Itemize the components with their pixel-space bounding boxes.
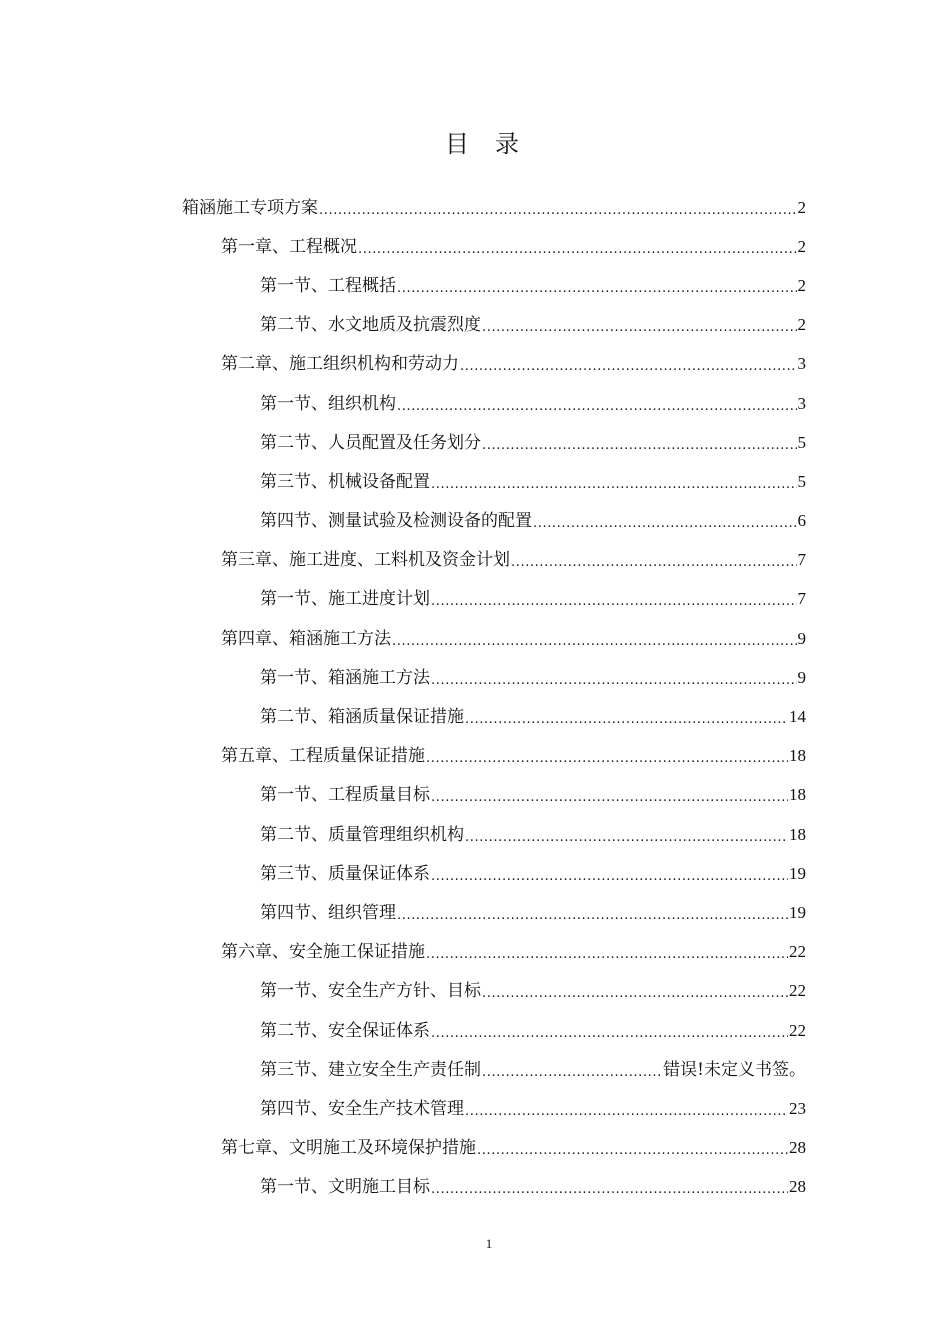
toc-entry[interactable] (260, 1011, 806, 1050)
toc-dot-leader (431, 784, 788, 806)
toc-title: 目录 (445, 130, 545, 158)
toc-entry-page: 7 (797, 550, 806, 570)
toc-dot-leader (358, 236, 797, 258)
toc-dot-leader (431, 1176, 788, 1198)
toc-entry-text: 第一节、安全生产方针、目标 (260, 981, 481, 1002)
toc-entry-text: 第二节、人员配置及任务划分 (260, 432, 481, 453)
toc-entry[interactable] (260, 972, 806, 1011)
toc-entry-page: 9 (797, 628, 806, 648)
toc-entry-page: 2 (797, 197, 806, 217)
toc-entry-page: 22 (789, 1020, 806, 1040)
toc-dot-leader (431, 863, 788, 885)
toc-entry-text: 第三节、质量保证体系 (260, 863, 430, 884)
toc-entry[interactable] (260, 776, 806, 815)
toc-entry[interactable] (221, 541, 806, 580)
toc-entry-text: 第六章、安全施工保证措施 (221, 942, 425, 963)
toc-entry[interactable] (260, 697, 806, 736)
toc-entry-page: 22 (789, 981, 806, 1001)
toc-entry-text: 第一节、组织机构 (260, 393, 396, 414)
toc-entry-page: 23 (789, 1098, 806, 1118)
toc-entry-page: 3 (797, 393, 806, 413)
toc-dot-leader (482, 1059, 662, 1081)
toc-entry-page: 6 (797, 511, 806, 531)
toc-entry-text: 第一节、施工进度计划 (260, 589, 430, 610)
toc-entry[interactable] (221, 227, 806, 266)
toc-entry[interactable] (221, 933, 806, 972)
toc-entry-text: 第二节、箱涵质量保证措施 (260, 707, 464, 728)
toc-entry[interactable] (260, 266, 806, 305)
toc-entry-page: 错误!未定义书签。 (663, 1059, 806, 1080)
page-number: 1 (485, 1236, 493, 1251)
toc-entry-page: 2 (797, 236, 806, 256)
toc-list (0, 188, 950, 1207)
toc-entry[interactable] (182, 188, 806, 227)
toc-entry-text: 第一节、工程质量目标 (260, 785, 430, 806)
toc-dot-leader (482, 314, 797, 336)
toc-dot-leader (533, 510, 797, 532)
toc-dot-leader (465, 824, 788, 846)
toc-entry[interactable] (221, 1129, 806, 1168)
toc-entry[interactable] (260, 462, 806, 501)
toc-dot-leader (397, 275, 797, 297)
toc-dot-leader (397, 902, 788, 924)
toc-entry[interactable] (221, 737, 806, 776)
toc-entry-text: 第一节、箱涵施工方法 (260, 667, 430, 688)
toc-dot-leader (319, 197, 797, 219)
toc-entry-page: 19 (789, 902, 806, 922)
toc-entry-text: 第三章、施工进度、工料机及资金计划 (221, 550, 510, 571)
toc-dot-leader (397, 393, 797, 415)
toc-entry[interactable] (260, 1089, 806, 1128)
toc-entry-text: 第四节、组织管理 (260, 902, 396, 923)
toc-entry[interactable] (260, 1168, 806, 1207)
toc-entry[interactable] (260, 815, 806, 854)
toc-entry-text: 第一节、文明施工目标 (260, 1177, 430, 1198)
toc-entry-text: 第五章、工程质量保证措施 (221, 746, 425, 767)
toc-dot-leader (392, 628, 797, 650)
toc-entry[interactable] (260, 658, 806, 697)
toc-entry[interactable] (260, 502, 806, 541)
toc-entry[interactable] (260, 893, 806, 932)
toc-entry-text: 第二节、质量管理组织机构 (260, 824, 464, 845)
toc-entry-text: 箱涵施工专项方案 (182, 197, 318, 218)
toc-dot-leader (482, 432, 797, 454)
toc-entry-text: 第三节、机械设备配置 (260, 471, 430, 492)
toc-entry-page: 18 (789, 785, 806, 805)
toc-dot-leader (431, 1020, 788, 1042)
toc-entry[interactable] (260, 580, 806, 619)
toc-entry-text: 第七章、文明施工及环境保护措施 (221, 1138, 476, 1159)
toc-entry-text: 第三节、建立安全生产责任制 (260, 1059, 481, 1080)
toc-entry-text: 第一章、工程概况 (221, 236, 357, 257)
toc-dot-leader (426, 745, 788, 767)
toc-entry-page: 18 (789, 746, 806, 766)
toc-entry-text: 第一节、工程概括 (260, 275, 396, 296)
toc-dot-leader (460, 353, 797, 375)
toc-entry[interactable] (260, 423, 806, 462)
toc-dot-leader (431, 667, 797, 689)
toc-entry-text: 第四节、测量试验及检测设备的配置 (260, 511, 532, 532)
toc-entry[interactable] (260, 1050, 806, 1089)
toc-entry-page: 9 (797, 667, 806, 687)
toc-dot-leader (482, 980, 788, 1002)
toc-entry-page: 5 (797, 432, 806, 452)
toc-entry-text: 第二节、安全保证体系 (260, 1020, 430, 1041)
toc-entry-page: 2 (797, 275, 806, 295)
toc-dot-leader (477, 1137, 788, 1159)
toc-dot-leader (431, 588, 797, 610)
toc-entry-page: 2 (797, 315, 806, 335)
toc-dot-leader (465, 1098, 788, 1120)
toc-entry[interactable] (221, 619, 806, 658)
toc-entry-page: 3 (797, 354, 806, 374)
toc-dot-leader (431, 471, 797, 493)
toc-entry-page: 18 (789, 824, 806, 844)
toc-dot-leader (511, 549, 797, 571)
toc-dot-leader (465, 706, 788, 728)
toc-entry[interactable] (221, 345, 806, 384)
toc-entry-page: 19 (789, 863, 806, 883)
toc-entry[interactable] (260, 384, 806, 423)
toc-entry-text: 第二节、水文地质及抗震烈度 (260, 315, 481, 336)
toc-entry[interactable] (260, 306, 806, 345)
toc-entry-page: 5 (797, 471, 806, 491)
toc-entry-page: 7 (797, 589, 806, 609)
toc-entry-page: 14 (789, 707, 806, 727)
toc-entry-text: 第二章、施工组织机构和劳动力 (221, 354, 459, 375)
toc-entry[interactable] (260, 854, 806, 893)
toc-entry-page: 28 (789, 1177, 806, 1197)
toc-entry-text: 第四章、箱涵施工方法 (221, 628, 391, 649)
toc-entry-page: 28 (789, 1138, 806, 1158)
toc-entry-page: 22 (789, 942, 806, 962)
toc-entry-text: 第四节、安全生产技术管理 (260, 1098, 464, 1119)
toc-dot-leader (426, 941, 788, 963)
